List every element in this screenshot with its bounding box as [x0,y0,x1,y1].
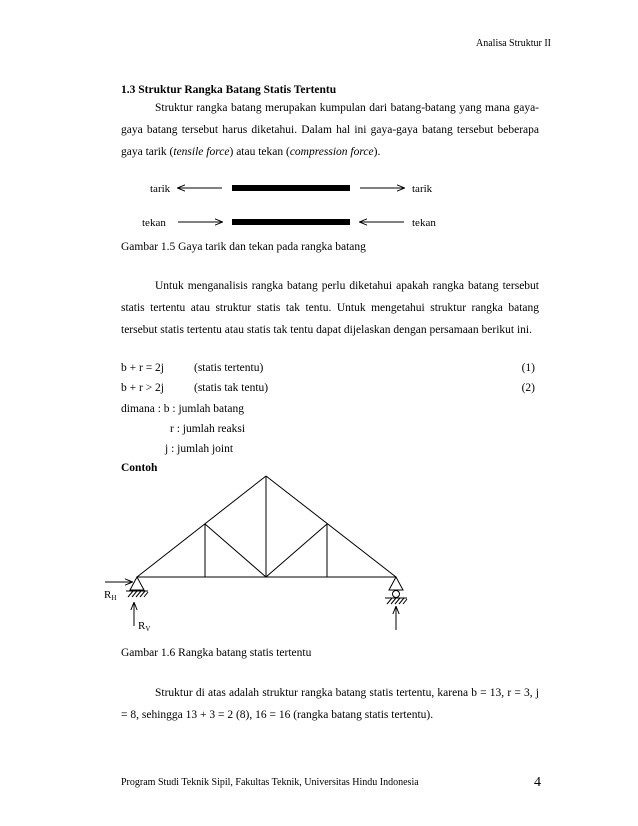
example-heading: Contoh [121,462,158,474]
definition-j: j : jumlah joint [165,443,234,455]
intro-em-tensile: tensile force [173,146,230,158]
intro-text-post: ). [373,146,381,158]
equation-2-number: (2) [521,382,535,394]
equation-row-2 [121,382,539,402]
figure-15-caption: Gambar 1.5 Gaya tarik dan tekan pada rangka batang [121,241,366,253]
figure-16-caption: Gambar 1.6 Rangka batang statis tertentu [121,647,312,659]
tension-bar [232,185,350,191]
page-footer-text: Program Studi Teknik Sipil, Fakultas Teknik, Universitas Hindu Indonesia [121,777,419,788]
equation-1-number: (1) [521,362,535,374]
label-rh: RH [104,589,117,602]
analysis-text: Untuk menganalisis rangka batang perlu diketahui apakah rangka batang tersebut statis tertentu atau struktur statis tak tentu. Untuk mengetahui struktur rangka batang tersebut statis tertentu atau statis tak tentu dapat dijelaskan dengan persamaan berikut ini. [121,280,539,336]
page-number: 4 [534,775,541,790]
intro-text-pre: Struktur rangka batang merupakan kumpulan dari batang-batang yang mana gaya-gaya batang tersebut harus diketahui. Dalam hal ini gaya-gaya batang tersebut beberapa gaya tarik ( [121,102,539,158]
pin-support-left [126,577,148,597]
analysis-paragraph [121,275,539,341]
truss-diagonal-right [266,524,327,577]
equation-2-formula: b + r > 2j [121,382,164,394]
compression-bar [232,219,350,225]
equation-row-1 [121,362,539,382]
roller-support-right [385,577,407,604]
equation-1-formula: b + r = 2j [121,362,164,374]
page-header-title: Analisa Struktur II [476,38,551,49]
label-tarik-right: tarik [412,183,433,195]
section-title: 1.3 Struktur Rangka Batang Statis Tertentu [121,84,337,96]
equation-2-desc: (statis tak tentu) [194,382,269,394]
definition-r: r : jumlah reaksi [170,423,246,435]
truss-diagram [137,476,396,577]
conclusion-text: Struktur di atas adalah struktur rangka batang statis tertentu, karena b = 13, r = 3, j = 8, sehingga 13 + 3 = 2 (8), 16 = 16 (rangka batang statis tertentu). [121,687,539,721]
label-tarik-left: tarik [150,183,171,195]
definition-b: dimana : b : jumlah batang [121,403,244,415]
conclusion-paragraph [121,682,539,726]
truss-diagonal-left [205,524,266,577]
truss-top-chord-right [266,476,396,577]
truss-top-chord-left [137,476,266,577]
intro-text-mid: ) atau tekan ( [229,146,290,158]
label-tekan-left: tekan [142,217,166,229]
label-tekan-right: tekan [412,217,436,229]
equation-1-desc: (statis tertentu) [194,362,264,374]
label-rv: RV [138,620,151,633]
intro-em-compression: compression force [289,146,374,158]
